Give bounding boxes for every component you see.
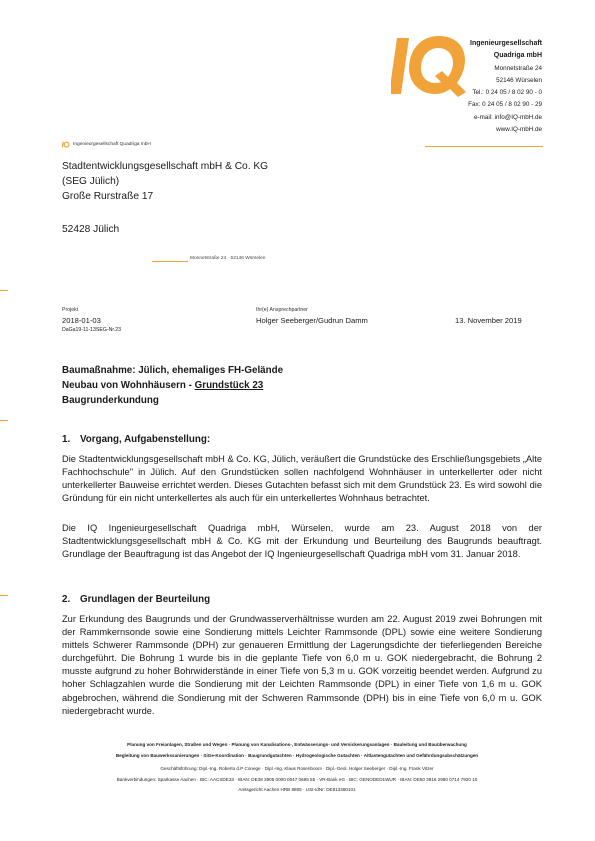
- contact-label: Ihr(e) Ansprechpartner: [256, 307, 308, 313]
- section-1-title: Vorgang, Aufgabenstellung:: [80, 434, 211, 445]
- project-reference: DaGa19-11-13SEG-Nr.23: [62, 327, 122, 333]
- footer-line-3: Geschäftsführung: Dipl.-Ing. Roberto d.P Conege · Dipl.-Ing. Klaus Rosenboom · Dipl.-Geol. Holger Seeberger · Dipl.-Ing. Frank Vitzer: [160, 766, 434, 771]
- recipient-address: [62, 159, 268, 204]
- project-date: 2018-01-03: [62, 316, 101, 325]
- section-2-title: Grundlagen der Beurteilung: [80, 594, 211, 605]
- recipient-line-3: Große Rurstraße 17: [62, 191, 154, 202]
- company-email[interactable]: e-mail: info@IQ-mbH.de: [474, 113, 542, 121]
- subject-line-2-prefix: Neubau von Wohnhäusern -: [62, 380, 195, 391]
- company-street: Monnetstraße 24: [494, 64, 542, 72]
- project-label: Projekt: [62, 307, 79, 313]
- return-address: Monnetstraße 24 · 52146 Würselen: [190, 256, 266, 261]
- footer-line-2: Begleitung von Bauwerkssanierungen · SiGe-Koordination · Baugrundgutachten · Hydrogeologische Gutachten · Altlastengutachten und Gefährdungsabschätzungen: [115, 752, 479, 758]
- section-1-heading: [62, 434, 210, 445]
- section-2-number: 2.: [62, 594, 71, 605]
- sender-line: [62, 141, 151, 148]
- recipient-line-1: Stadtentwicklungsgesellschaft mbH & Co. KG: [62, 161, 269, 172]
- company-name-1: Ingenieurgesellschaft: [470, 40, 542, 47]
- subject-line-2: [62, 378, 283, 393]
- iq-mini-logo: [62, 141, 70, 148]
- header-rule: [425, 146, 543, 147]
- company-fax: Fax: 0 24 05 / 8 02 90 - 29: [468, 101, 542, 109]
- section-2-heading: [62, 594, 210, 605]
- footer-line-1: Planung von Freianlagen, Straßen und Wegen · Planung von Kanalisations-, Entwässerungs- und Versickerungsanlagen · Bauleitung und Bauüberwachung: [127, 742, 467, 747]
- letter-date: 13. November 2019: [455, 316, 522, 325]
- recipient-city: 52428 Jülich: [62, 224, 120, 235]
- iq-logo: [391, 30, 471, 100]
- recipient-line-2: (SEG Jülich): [62, 176, 120, 187]
- subject-block: [62, 363, 283, 408]
- footer-line-4: Bankverbindungen: Sparkasse Aachen · BIC: AACSDE33 · IBAN: DE38 3905 0000 0047 0695 55 · VR-Bank eG · BIC: GENODED1WUR · IBAN: DE50 3916 2980 0714 7920 10: [116, 776, 478, 782]
- footer-line-5: Amtsgericht Aachen HRB 8805 · USt-IdNr: DE813380101: [238, 787, 356, 792]
- subject-line-3: Baugrunderkundung: [62, 395, 159, 406]
- section-1-number: 1.: [62, 434, 71, 445]
- footer: [62, 740, 532, 796]
- fold-mark-top: [0, 290, 8, 291]
- company-tel: Tel.: 0 24 05 / 8 02 90 - 0: [472, 89, 542, 97]
- sender-line-text: Ingenieurgesellschaft Quadriga mbH: [73, 142, 151, 147]
- company-name-2: Quadriga mbH: [493, 52, 542, 60]
- company-city: 52146 Würselen: [496, 76, 542, 84]
- subject-line-2-underlined: Grundstück 23: [194, 380, 264, 391]
- fold-mark-bottom: [0, 595, 8, 596]
- section-1-paragraph-1: Die Stadtentwicklungsgesellschaft mbH & Co. KG, Jülich, veräußert die Grundstücke des Erschließungsgebiets „Alte Fachhochschule" in Jülich. Auf den Grundstücken sollen nachfolgend Wohnhäuser in unterkellerter oder nicht unterkellerter Bauweise errichtet werden. Dieses Gutachten befasst sich mit dem Grundstück 23. Es wird sowohl die Gründung für ein nicht unterkellertes als auch für ein unterkellertes Wohnhaus betrachtet.: [62, 454, 542, 504]
- return-address-rule: [152, 261, 188, 262]
- section-1-paragraph-2: Die IQ Ingenieurgesellschaft Quadriga mbH, Würselen, wurde am 23. August 2018 von der Stadtentwicklungsgesellschaft mbH & Co. KG mit der Erkundung und Beurteilung des Baugrunds beauftragt. Grundlage der Beauftragung ist das Angebot der IQ Ingenieurgesellschaft Quadriga mbH vom 31. Januar 2018.: [62, 523, 542, 560]
- subject-line-1: Baumaßnahme: Jülich, ehemaliges FH-Gelände: [62, 365, 284, 376]
- punch-mark: [0, 420, 8, 421]
- contact-names: Holger Seeberger/Gudrun Damm: [256, 316, 368, 325]
- company-block: [468, 38, 542, 136]
- section-2-paragraph-1: Zur Erkundung des Baugrunds und der Grundwasserverhältnisse wurden am 22. August 2019 zwei Bohrungen mit der Rammkernsonde sowie eine Sondierung mittels Leichter Rammsonde (DPL) sowie eine weitere Sondierung mittels Schwerer Rammsonde (DPH) zur genaueren Ermittlung der Lagerungsdichte der tieferliegenden Bereiche durchgeführt. Die Bohrung 1 wurde bis in die geplante Tiefe von 6,0 m u. GOK niedergebracht, die Bohrung 2 musste aufgrund zu hoher Bohrwiderstände in einer Tiefe von 5,3 m u. GOK vorzeitig beendet werden. Aufgrund zu hoher Schlagzahlen wurde die Sondierung mit der Leichten Rammsonde (DPL) in einer Tiefe von 1,6 m u. GOK abgebrochen, während die Sondierung mit der Schweren Rammsonde (DPH) bis in eine Tiefe von 6,0 m u. GOK niedergebracht wurde.: [62, 614, 542, 716]
- company-web[interactable]: www.IQ-mbH.de: [496, 126, 542, 134]
